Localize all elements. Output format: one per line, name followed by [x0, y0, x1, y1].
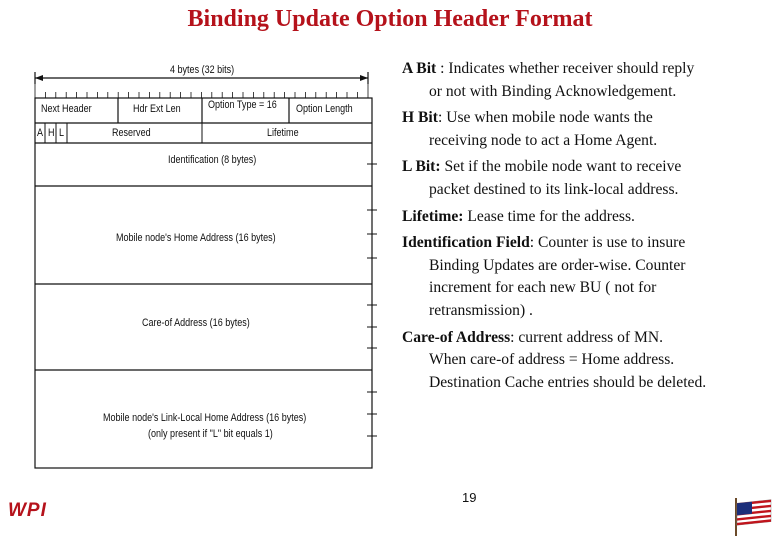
width-label: 4 bytes (32 bits)	[170, 64, 235, 76]
desc-term: H Bit	[402, 109, 438, 127]
field-a-bit: A	[37, 127, 44, 139]
field-l-bit: L	[59, 127, 65, 139]
desc-a-bit: A Bit : Indicates whether receiver should reply or not with Binding Acknowledgement.	[402, 60, 695, 100]
page-number: 19	[462, 490, 477, 505]
desc-term: Lifetime:	[402, 207, 464, 225]
field-lifetime: Lifetime	[267, 127, 299, 139]
desc-term: Identification Field	[402, 234, 530, 252]
slide-title: Binding Update Option Header Format	[187, 6, 593, 32]
field-h-bit: H	[48, 127, 55, 139]
field-link-local-note: (only present if "L" bit equals 1)	[148, 428, 273, 440]
field-option-length: Option Length	[296, 103, 353, 115]
field-next-header: Next Header	[41, 103, 92, 115]
desc-lifetime: Lifetime: Lease time for the address.	[402, 207, 635, 225]
field-home-address: Mobile node's Home Address (16 bytes)	[116, 232, 276, 244]
field-identification: Identification (8 bytes)	[168, 154, 257, 166]
wpi-logo: WPI	[8, 500, 47, 521]
field-option-type: Option Type = 16	[208, 99, 277, 111]
desc-l-bit: L Bit: Set if the mobile node want to receive packet destined to its link-local address.	[402, 158, 682, 198]
desc-identification: Identification Field: Counter is use to insure Binding Updates are order-wise. Counter increment for each new BU ( not for retransmission) .	[402, 234, 686, 319]
header-format-diagram	[30, 62, 380, 472]
diagram-lines	[30, 62, 380, 472]
field-hdr-ext-len: Hdr Ext Len	[133, 103, 181, 115]
desc-care-of-address: Care-of Address: current address of MN. When care-of address = Home address. Destination Cache entries should be deleted.	[402, 328, 707, 391]
field-link-local-address: Mobile node's Link-Local Home Address (16 bytes)	[103, 412, 307, 424]
field-care-of-address: Care-of Address (16 bytes)	[142, 317, 250, 329]
desc-term: A Bit	[402, 60, 437, 77]
desc-term: L Bit:	[402, 158, 441, 176]
us-flag-icon	[730, 496, 774, 536]
field-descriptions	[402, 58, 780, 398]
desc-h-bit: H Bit: Use when mobile node wants the receiving node to act a Home Agent.	[402, 109, 658, 149]
field-reserved: Reserved	[112, 127, 151, 139]
desc-term: Care-of Address	[402, 328, 511, 346]
